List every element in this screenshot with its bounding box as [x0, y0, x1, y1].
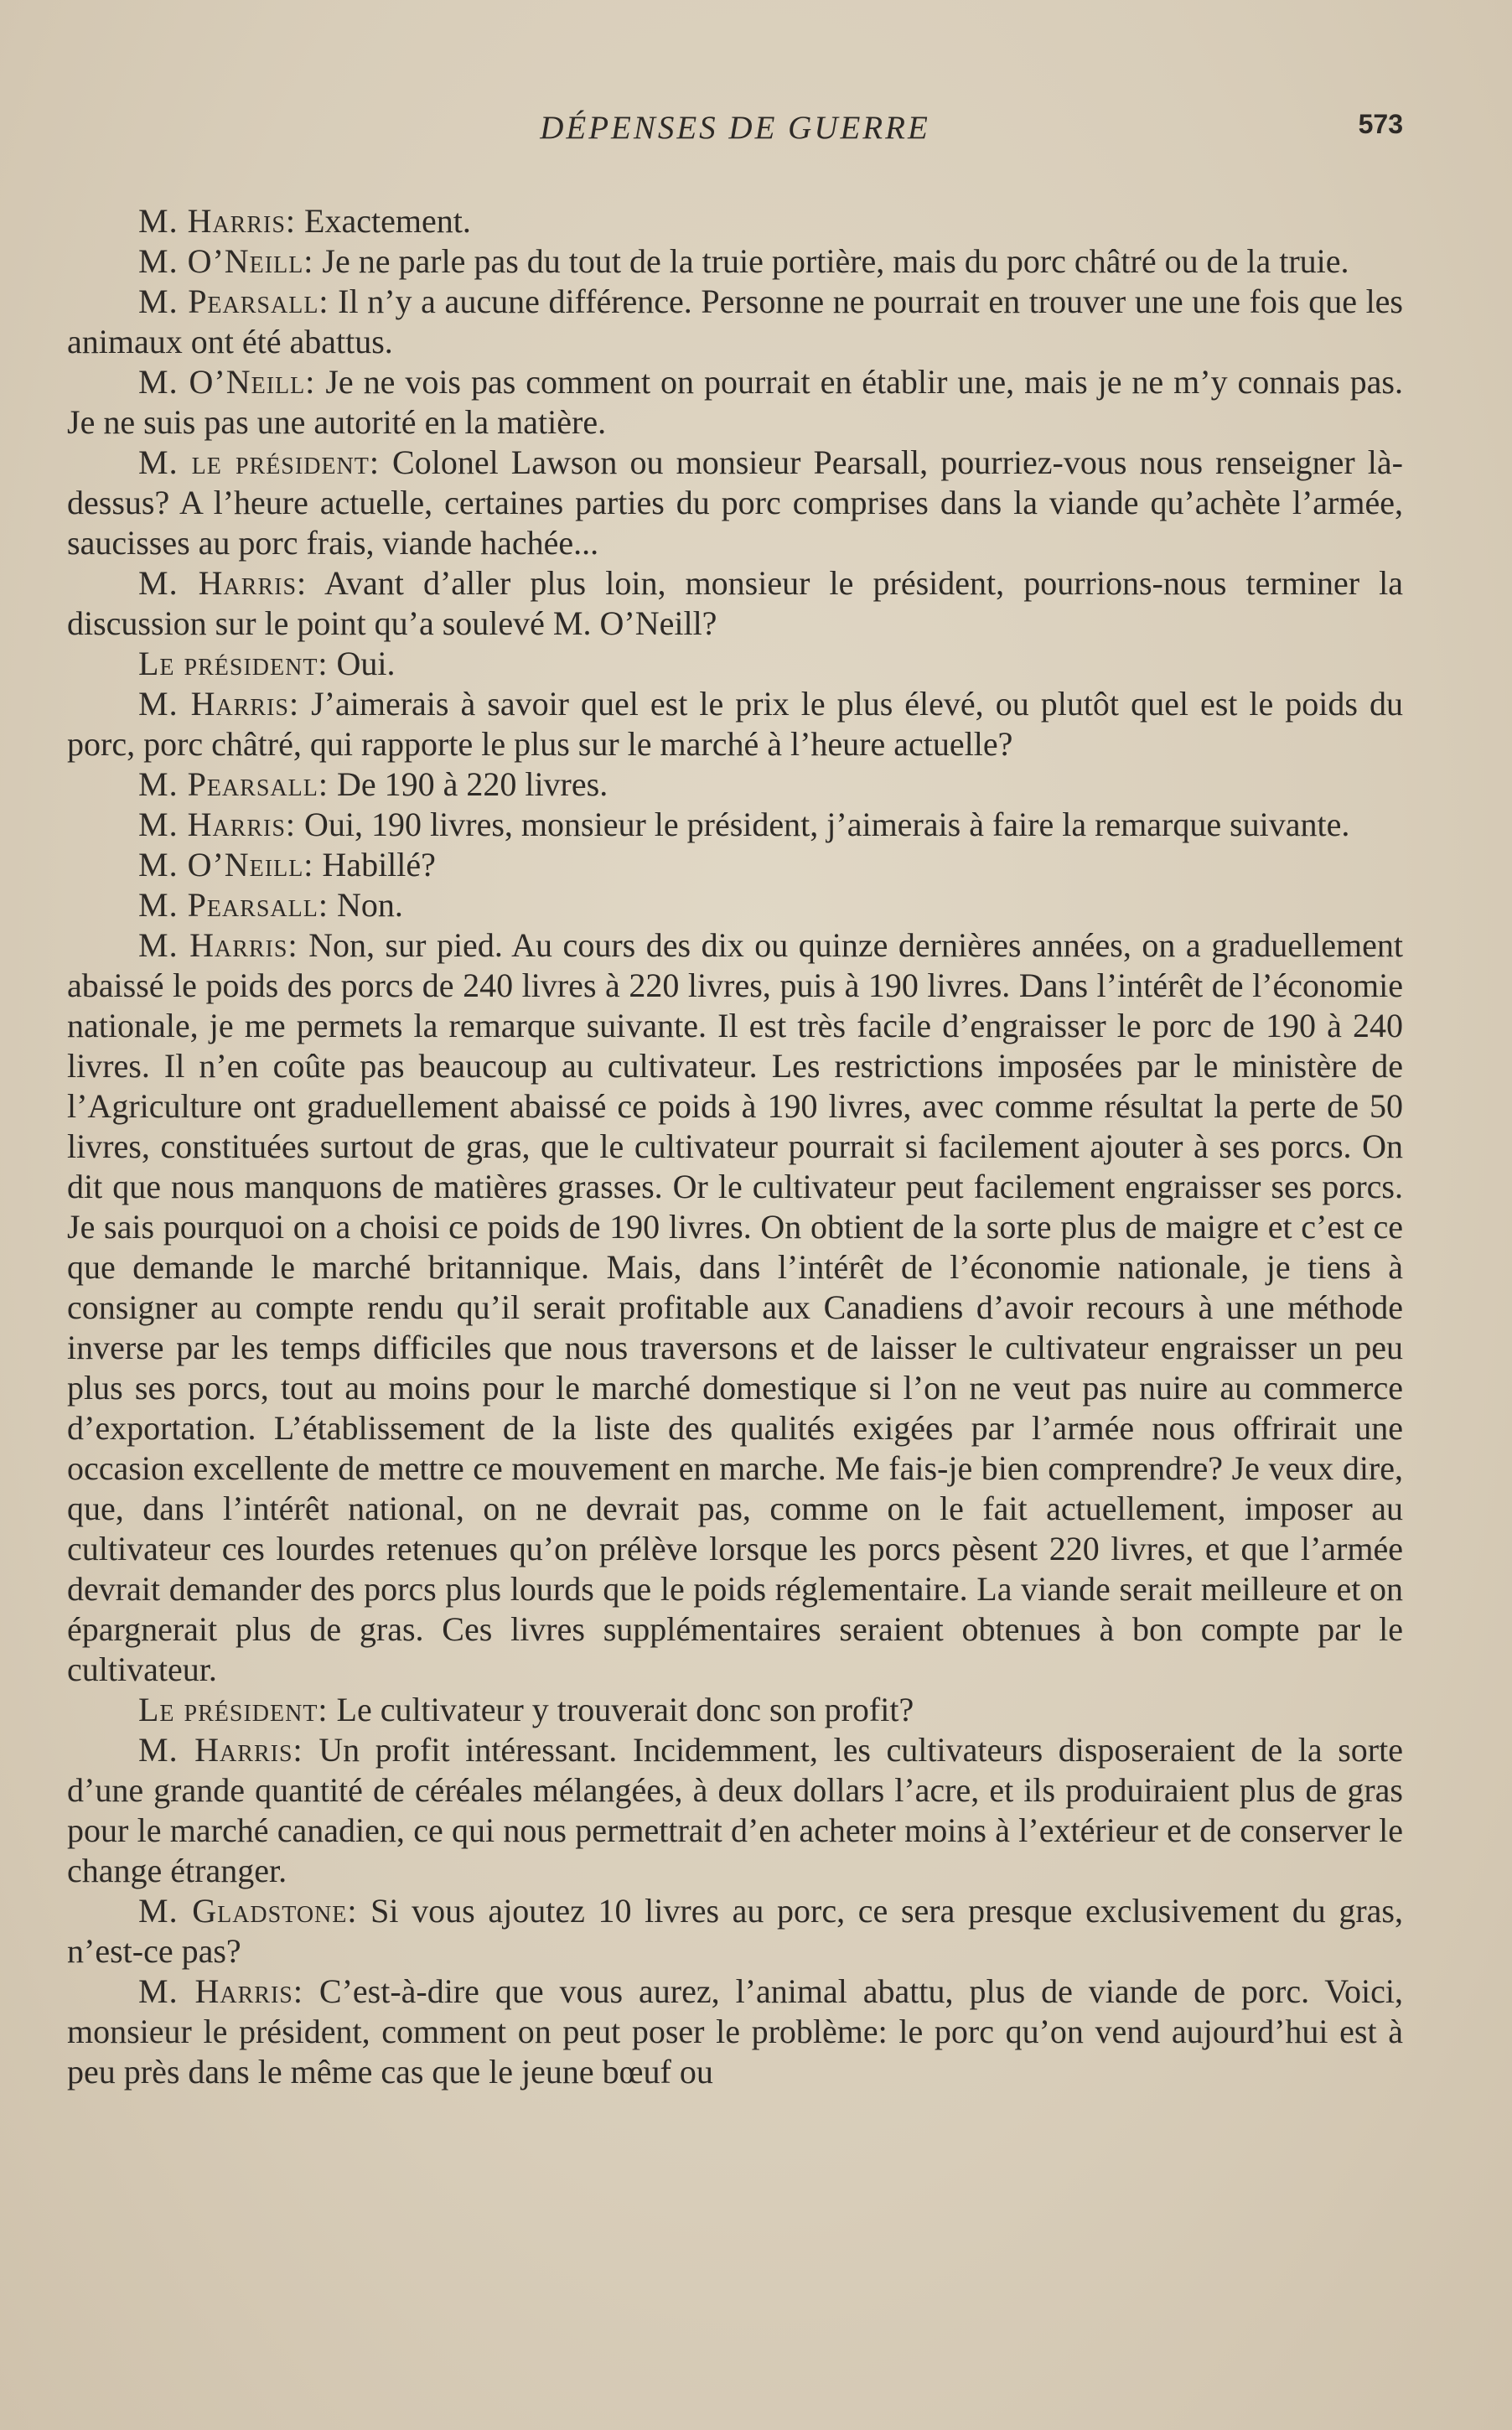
speaker-name: M. Pearsall:: [138, 886, 329, 924]
paragraph: [67, 885, 1403, 925]
speaker-name: M. O’Neill:: [138, 846, 314, 883]
running-title: DÉPENSES DE GUERRE: [540, 110, 930, 146]
paragraph-text: Oui.: [328, 645, 396, 682]
paragraph-text: Colonel Lawson ou monsieur Pearsall, pourriez-vous nous renseigner là-dessus? A l’heure actuelle, certaines parties du porc comprises dans la viande qu’achète l’armée, saucisses au porc frais, viande hachée...: [67, 443, 1403, 562]
paragraph-text: Non, sur pied. Au cours des dix ou quinze dernières années, on a graduellement abaissé le poids des porcs de 240 livres à 220 livres, puis à 190 livres. Dans l’intérêt de l’économie nationale, je me permets la remarque suivante. Il est très facile d’engraisser le porc de 190 à 240 livres. Il n’en coûte pas beaucoup au cultivateur. Les restrictions imposées par le ministère de l’Agriculture ont graduellement abaissé ce poids à 190 livres, avec comme résultat la perte de 50 livres, constituées surtout de gras, que le cultivateur pourrait si facilement ajouter à ses porcs. On dit que nous manquons de matières grasses. Or le cultivateur peut facilement engraisser ses porcs. Je sais pourquoi on a choisi ce poids de 190 livres. On obtient de la sorte plus de maigre et c’est ce que demande le marché britannique. Mais, dans l’intérêt de l’économie nationale, je tiens à consigner au compte rendu qu’il serait profitable aux Canadiens d’avoir recours à une méthode inverse par les temps difficiles que nous traversons et de laisser le cultivateur engraisser un peu plus ses porcs, tout au moins pour le marché domestique si l’on ne veut pas nuire au commerce d’exportation. L’établissement de la liste des qualités exigées par l’armée nous offrirait une occasion excellente de mettre ce mouvement en marche. Me fais-je bien comprendre? Je veux dire, que, dans l’intérêt national, on ne devrait pas, comme on le fait actuellement, imposer au cultivateur ces lourdes retenues qu’on prélève lorsque les porcs pèsent 220 livres, et que l’armée devrait demander des porcs plus lourds que le poids réglementaire. La viande serait meilleure et on épargnerait plus de gras. Ces livres supplémentaires seraient obtenues à bon compte par le cultivateur.: [67, 926, 1403, 1688]
speaker-name: M. Harris:: [138, 202, 297, 240]
paragraph: [67, 563, 1403, 644]
paragraph: [67, 925, 1403, 1690]
paragraph-text: De 190 à 220 livres.: [328, 765, 608, 803]
paragraph: [67, 1730, 1403, 1891]
speaker-name: M. Harris:: [138, 806, 297, 843]
speaker-name: M. O’Neill:: [138, 363, 316, 401]
speaker-name: M. Gladstone:: [138, 1892, 358, 1930]
page-number: 573: [1358, 109, 1403, 139]
paragraph-text: C’est-à-dire que vous aurez, l’animal abattu, plus de viande de porc. Voici, monsieur le président, comment on peut poser le problème: le porc qu’on vend aujourd’hui est à peu près dans le même cas que le jeune bœuf ou: [67, 1972, 1403, 2091]
paragraph: [67, 241, 1403, 282]
speaker-name: M. Harris:: [138, 1972, 303, 2010]
body-text: [67, 201, 1403, 2092]
speaker-name: Le président:: [138, 1691, 329, 1728]
speaker-name: M. Pearsall:: [138, 282, 329, 320]
paragraph: [67, 1690, 1403, 1730]
paragraph: [67, 1971, 1403, 2092]
paragraph: [67, 201, 1403, 241]
paragraph-text: Le cultivateur y trouverait donc son profit?: [328, 1691, 914, 1728]
speaker-name: Le président:: [138, 645, 329, 682]
page-header: [67, 109, 1403, 168]
speaker-name: M. le président:: [138, 443, 380, 481]
paragraph-text: J’aimerais à savoir quel est le prix le plus élevé, ou plutôt quel est le poids du porc, porc châtré, qui rapporte le plus sur le marché à l’heure actuelle?: [67, 685, 1403, 763]
paragraph-text: Exactement.: [296, 202, 471, 240]
paragraph: [67, 282, 1403, 362]
paragraph-text: Habillé?: [313, 846, 436, 883]
paragraph: [67, 764, 1403, 805]
speaker-name: M. Pearsall:: [138, 765, 329, 803]
paragraph: [67, 443, 1403, 563]
speaker-name: M. Harris:: [138, 1731, 303, 1769]
paragraph: [67, 362, 1403, 443]
paragraph-text: Un profit intéressant. Incidemment, les cultivateurs disposeraient de la sorte d’une grande quantité de céréales mélangées, à deux dollars l’acre, et ils produiraient plus de gras pour le marché canadien, ce qui nous permettrait d’en acheter moins à l’extérieur et de conserver le change étranger.: [67, 1731, 1403, 1889]
paragraph: [67, 1891, 1403, 1971]
paragraph: [67, 845, 1403, 885]
paragraph-text: Oui, 190 livres, monsieur le président, j’aimerais à faire la remarque suivante.: [296, 806, 1350, 843]
speaker-name: M. Harris:: [138, 926, 298, 964]
speaker-name: M. Harris:: [138, 564, 308, 602]
paragraph: [67, 805, 1403, 845]
speaker-name: M. Harris:: [138, 685, 300, 723]
paragraph-text: Non.: [328, 886, 403, 924]
paragraph-text: Si vous ajoutez 10 livres au porc, ce sera presque exclusivement du gras, n’est-ce pas?: [67, 1892, 1403, 1970]
paragraph: [67, 684, 1403, 764]
speaker-name: M. O’Neill:: [138, 242, 314, 280]
paragraph: [67, 644, 1403, 684]
paragraph-text: Je ne parle pas du tout de la truie portière, mais du porc châtré ou de la truie.: [313, 242, 1349, 280]
paragraph-text: Je ne vois pas comment on pourrait en établir une, mais je ne m’y connais pas. Je ne suis pas une autorité en la matière.: [67, 363, 1403, 441]
paragraph-text: Avant d’aller plus loin, monsieur le président, pourrions-nous terminer la discussion sur le point qu’a soulevé M. O’Neill?: [67, 564, 1403, 642]
paragraph-text: Il n’y a aucune différence. Personne ne pourrait en trouver une une fois que les animaux ont été abattus.: [67, 282, 1404, 360]
